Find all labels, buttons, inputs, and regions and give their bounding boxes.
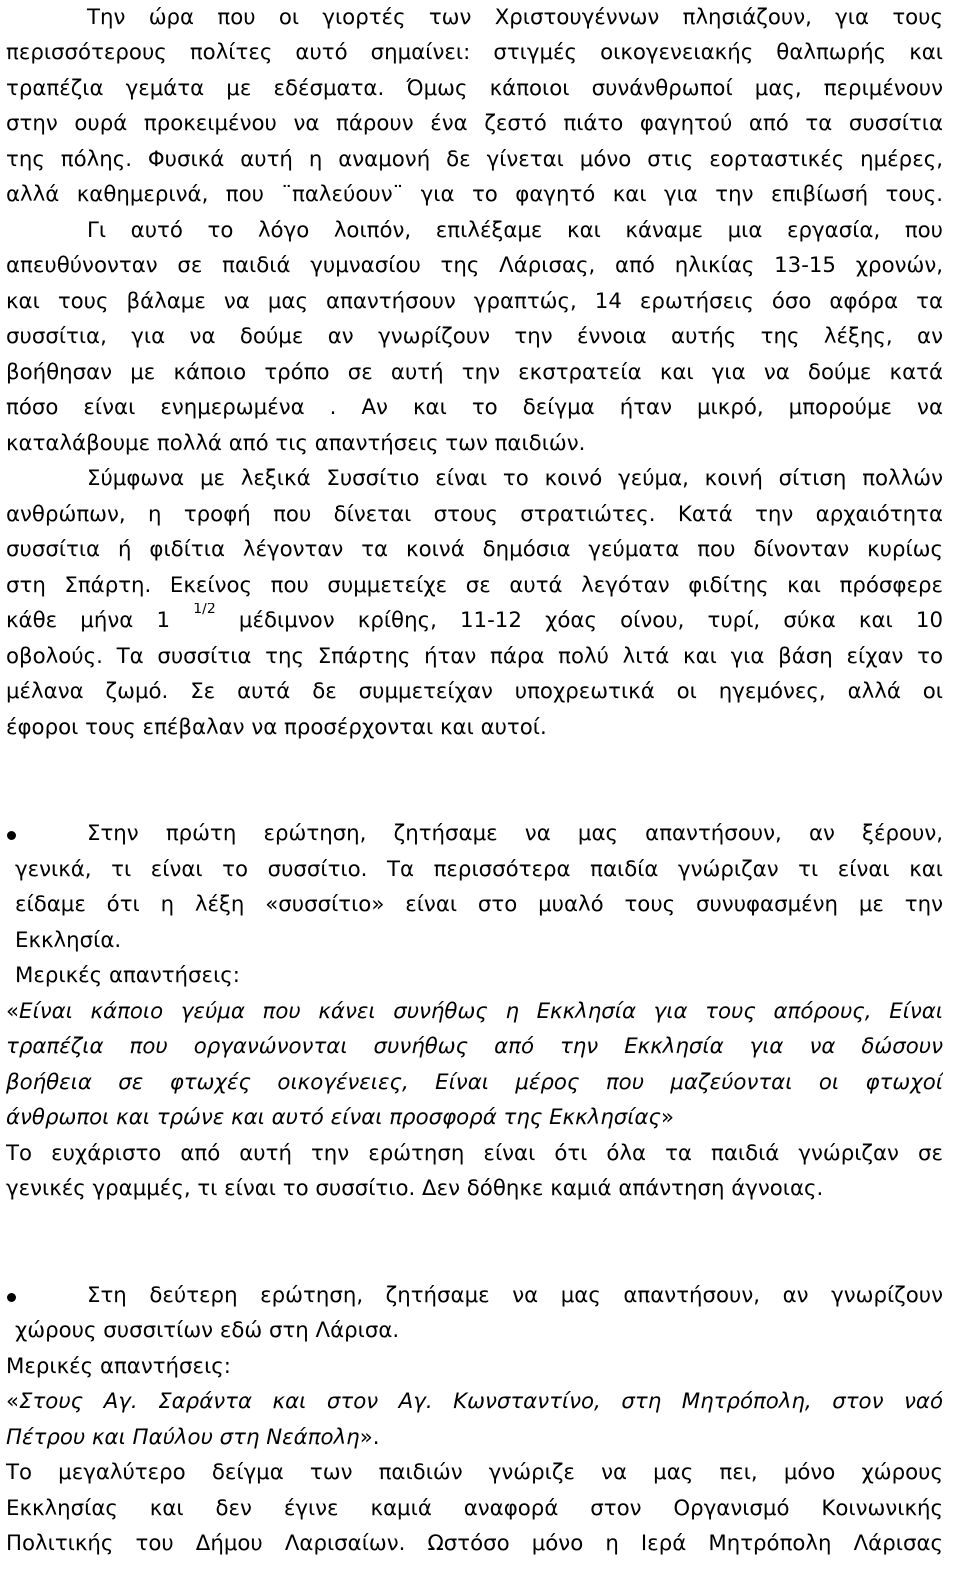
quote-line: τραπέζια που οργανώνονται συνήθως από την Εκκλησία για να δώσουν: [6, 1034, 943, 1059]
project-line: καταλάβουμε πολλά από τις απαντήσεις των παιδιών.: [6, 431, 586, 456]
definition-line: στη Σπάρτη. Εκείνος που συμμετείχε σε αυτά λεγόταν φιδίτης και πρόσφερε: [6, 573, 943, 598]
definition-line: οβολούς. Τα συσσίτια της Σπάρτης ήταν πάρα πολύ λιτά και για βάση είχαν το: [6, 644, 943, 669]
bullet-icon: [7, 831, 16, 840]
quote-line: βοήθεια σε φτωχές οικογένειες, Είναι μέρος που μαζεύονται οι φτωχοί: [6, 1070, 943, 1095]
project-line: συσσίτια, για να δούμε αν γνωρίζουν την έννοια αυτής της λέξης, αν: [6, 324, 943, 349]
question-2-text: Στη δεύτερη ερώτηση, ζητήσαμε να μας απαντήσουν, αν γνωρίζουν: [87, 1283, 943, 1308]
project-line: Γι αυτό το λόγο λοιπόν, επιλέξαμε και κάναμε μια εργασία, που: [87, 218, 943, 243]
definition-line: μέλανα ζωμό. Σε αυτά δε συμμετείχαν υποχρεωτικά οι ηγεμόνες, αλλά οι: [6, 679, 943, 704]
quote-open: «: [6, 1389, 20, 1414]
quote-close: ».: [359, 1425, 380, 1450]
conclusion-line: γενικές γραμμές, τι είναι το συσσίτιο. Δεν δόθηκε καμιά απάντηση άγνοιας.: [6, 1176, 824, 1201]
project-line: απευθύνονταν σε παιδιά γυμνασίου της Λάρισας, από ηλικίας 13-15 χρονών,: [6, 253, 943, 278]
question-1-line: γενικά, τι είναι το συσσίτιο. Τα περισσότερα παιδία γνώριζαν τι είναι και: [15, 857, 943, 882]
quote-line: [6, 1100, 943, 1136]
conclusion-line: Το μεγαλύτερο δείγμα των παιδιών γνώριζε να μας πει, μόνο χώρους: [6, 1460, 943, 1485]
answers-label: Μερικές απαντήσεις:: [6, 1354, 231, 1379]
answers-label: Μερικές απαντήσεις:: [15, 963, 240, 988]
intro-line: στην ουρά προκειμένου να πάρουν ένα ζεστό πιάτο φαγητού από τα συσσίτια: [6, 111, 943, 136]
fraction-half: 1/2: [193, 603, 216, 617]
quote-text: Στους Αγ. Σαράντα και στον Αγ. Κωνσταντίνο, στη Μητρόπολη, στον ναό: [19, 1389, 943, 1414]
conclusion-line: Εκκλησίας και δεν έγινε καμιά αναφορά στον Οργανισμό Κοινωνικής: [6, 1496, 943, 1521]
conclusion-line: Το ευχάριστο από αυτή την ερώτηση είναι ότι όλα τα παιδιά γνώριζαν σε: [6, 1141, 943, 1166]
intro-line: περισσότερους πολίτες αυτό σημαίνει: στιγμές οικογενειακής θαλπωρής και: [6, 40, 943, 65]
intro-line: τραπέζια γεμάτα με εδέσματα. Όμως κάποιοι συνάνθρωποί μας, περιμένουν: [6, 76, 943, 101]
definition-line: Σύμφωνα με λεξικά Συσσίτιο είναι το κοινό γεύμα, κοινή σίτιση πολλών: [87, 466, 943, 491]
question-1-bullet-item: [0, 816, 943, 852]
question-1-line: Εκκλησία.: [15, 928, 122, 953]
fraction-line-before: κάθε μήνα 1: [6, 608, 171, 633]
quote-line: [6, 1384, 943, 1420]
definition-fraction-line: [6, 603, 943, 639]
conclusion-line: Πολιτικής του Δήμου Λαρισαίων. Ωστόσο μόνο η Ιερά Μητρόπολη Λάρισας: [6, 1531, 943, 1556]
project-line: πόσο είναι ενημερωμένα . Αν και το δείγμα ήταν μικρό, μπορούμε να: [6, 395, 943, 420]
quote-close: »: [661, 1105, 675, 1130]
question-2-line: χώρους συσσιτίων εδώ στη Λάρισα.: [15, 1318, 400, 1343]
quote-text: Πέτρου και Παύλου στη Νεάπολη: [6, 1425, 360, 1450]
quote-open: «: [6, 999, 20, 1024]
fraction-line-after: μέδιμνον κρίθης, 11-12 χόας οίνου, τυρί, σύκα και 10: [238, 608, 943, 633]
quote-line: [6, 1420, 943, 1456]
quote-text: Είναι κάποιο γεύμα που κάνει συνήθως η Εκκλησία για τους απόρους, Είναι: [19, 999, 943, 1024]
project-line: βοήθησαν με κάποιο τρόπο σε αυτή την εκστρατεία και για να δούμε κατά: [6, 360, 943, 385]
bullet-icon: [7, 1293, 16, 1302]
definition-line: συσσίτια ή φιδίτια λέγονταν τα κοινά δημόσια γεύματα που δίνονταν κυρίως: [6, 537, 943, 562]
question-1-line: είδαμε ότι η λέξη «συσσίτιο» είναι στο μυαλό τους συνυφασμένη με την: [15, 892, 943, 917]
quote-text: άνθρωποι και τρώνε και αυτό είναι προσφορά της Εκκλησίας: [6, 1105, 662, 1130]
definition-line: ανθρώπων, η τροφή που δίνεται στους στρατιώτες. Κατά την αρχαιότητα: [6, 502, 943, 527]
quote-line: [6, 994, 943, 1030]
project-line: και τους βάλαμε να μας απαντήσουν γραπτώς, 14 ερωτήσεις όσο αφόρα τα: [6, 289, 943, 314]
intro-line: της πόλης. Φυσικά αυτή η αναμονή δε γίνεται μόνο στις εορταστικές ημέρες,: [6, 147, 943, 172]
question-1-text: Στην πρώτη ερώτηση, ζητήσαμε να μας απαντήσουν, αν ξέρουν,: [87, 821, 943, 846]
question-2-bullet-item: [0, 1278, 943, 1314]
intro-line: Την ώρα που οι γιορτές των Χριστουγέννων πλησιάζουν, για τους: [87, 5, 943, 30]
intro-line: αλλά καθημερινά, που ¨παλεύουν¨ για το φαγητό και για την επιβίωσή τους.: [6, 182, 943, 207]
definition-line: έφοροι τους επέβαλαν να προσέρχονται και αυτοί.: [6, 715, 547, 740]
